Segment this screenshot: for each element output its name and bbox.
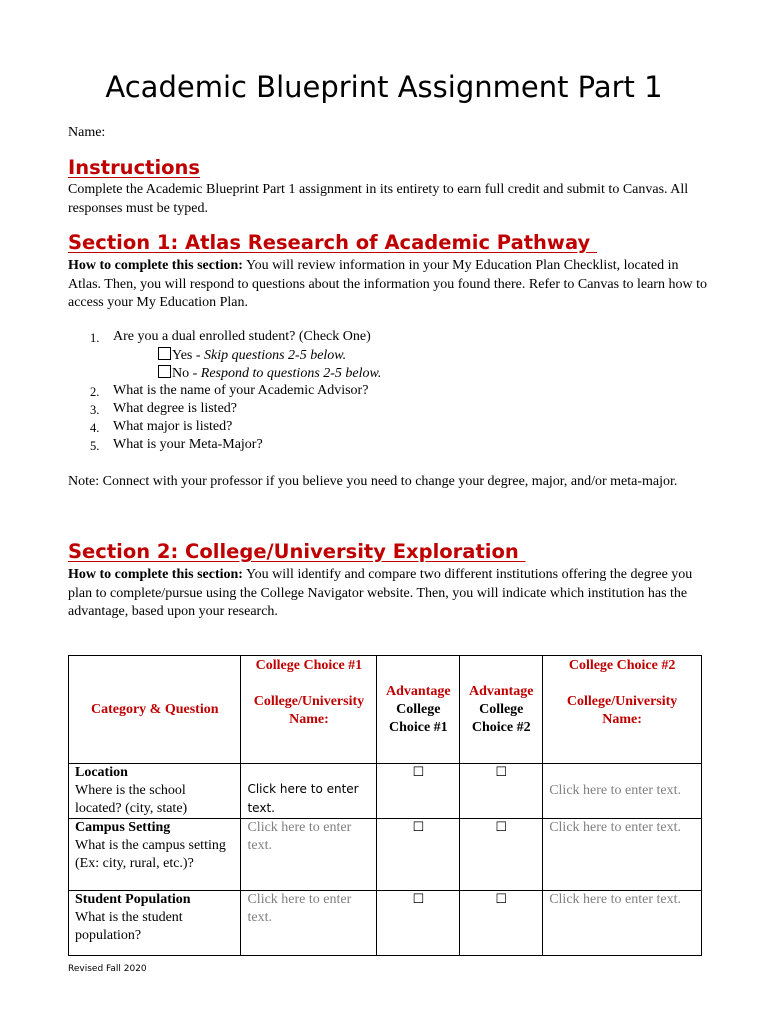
choice2-field[interactable]	[543, 891, 702, 956]
section2-how-text: You will identify and compare two different institutions offering the degree you plan to complete/pursue using the College Navigator website. Then, you will indicate which institution has the advantage, based upon your research.	[68, 567, 693, 619]
page-title: Academic Blueprint Assignment Part 1	[105, 70, 663, 104]
header-advantage1-word: Advantage	[386, 683, 451, 699]
header-advantage1	[377, 656, 460, 764]
header-advantage2-word: Advantage	[468, 683, 534, 699]
choice1-field[interactable]	[241, 891, 377, 956]
question-number: 5.	[90, 439, 100, 453]
section2-instructions	[68, 566, 708, 622]
header-choice1-name: College/University Name:	[253, 694, 365, 727]
row-question: What is the campus setting (Ex: city, rural, etc.)?	[75, 838, 226, 871]
option-no-hint: Respond to questions 2-5 below.	[200, 366, 382, 381]
question-number: 1.	[90, 331, 100, 345]
row-category	[69, 891, 241, 956]
choice2-field[interactable]	[543, 764, 702, 819]
option-no[interactable]	[158, 365, 381, 382]
question-number: 2.	[90, 385, 100, 399]
section1-how-label: How to complete this section:	[68, 258, 243, 273]
question-dual-enrolled: Are you a dual enrolled student? (Check One)	[113, 329, 371, 344]
advantage1-checkbox[interactable]: ☐	[377, 891, 460, 956]
header-advantage2-choice: College Choice #2	[471, 701, 531, 735]
choice2-field-text: Click here to enter text.	[549, 783, 681, 798]
row-category-title: Student Population	[75, 892, 191, 907]
advantage1-checkbox[interactable]: ☐	[377, 764, 460, 819]
header-choice1	[241, 656, 377, 764]
section2-heading: Section 2: College/University Exploration	[68, 540, 526, 563]
advantage2-checkbox[interactable]: ☐	[460, 819, 543, 891]
row-category-title: Campus Setting	[75, 820, 171, 835]
option-yes[interactable]	[158, 347, 346, 364]
advantage1-checkbox[interactable]: ☐	[377, 819, 460, 891]
choice1-field-text: Click here to enter text.	[247, 892, 352, 925]
table-row	[69, 819, 702, 891]
footer-revision: Revised Fall 2020	[68, 964, 147, 974]
section2-how-label: How to complete this section:	[68, 567, 243, 582]
question-major: What major is listed?	[113, 419, 233, 434]
advantage2-checkbox[interactable]: ☐	[460, 891, 543, 956]
advantage2-checkbox[interactable]: ☐	[460, 764, 543, 819]
table-row	[69, 891, 702, 956]
section1-how-text: You will review information in your My Education Plan Checklist, located in Atlas. Then, you will respond to questions about the information you found there. Refer to Canvas to learn how to access your My Education Plan.	[68, 258, 707, 310]
choice1-field[interactable]	[241, 819, 377, 891]
row-question: What is the student population?	[75, 910, 183, 943]
header-advantage2	[460, 656, 543, 764]
choice1-field-text: Click here to enter text.	[247, 820, 352, 853]
header-choice2-name: College/University Name:	[566, 694, 678, 727]
question-number: 4.	[90, 421, 100, 435]
section1-note: Note: Connect with your professor if you believe you need to change your degree, major, and/or meta-major.	[68, 474, 678, 489]
question-advisor: What is the name of your Academic Advisor?	[113, 383, 369, 398]
row-category	[69, 819, 241, 891]
choice1-field[interactable]	[241, 764, 377, 819]
instructions-text: Complete the Academic Blueprint Part 1 assignment in its entirety to earn full credit and submit to Canvas. All responses must be typed.	[68, 182, 689, 216]
section1-instructions	[68, 257, 708, 313]
question-degree: What degree is listed?	[113, 401, 238, 416]
table-row	[69, 764, 702, 819]
choice2-field[interactable]	[543, 819, 702, 891]
option-yes-hint: Skip questions 2-5 below.	[204, 348, 347, 363]
choice1-field-text: Click here to enter text.	[247, 782, 359, 815]
row-question: Where is the school located? (city, state)	[75, 783, 188, 816]
row-category-title: Location	[75, 765, 128, 780]
header-choice1-title: College Choice #1	[255, 658, 363, 673]
instructions-heading: Instructions	[68, 156, 201, 179]
checkbox-yes[interactable]	[158, 347, 171, 360]
header-category: Category & Question	[69, 656, 241, 764]
checkbox-no[interactable]	[158, 365, 171, 378]
section1-heading: Section 1: Atlas Research of Academic Pathway	[68, 231, 598, 254]
question-number: 3.	[90, 403, 100, 417]
table-header-row	[69, 656, 702, 764]
option-yes-label: Yes -	[172, 348, 205, 363]
header-choice2-title: College Choice #2	[568, 658, 676, 673]
choice2-field-text: Click here to enter text.	[549, 892, 681, 907]
header-advantage1-choice: College Choice #1	[388, 701, 448, 735]
question-meta-major: What is your Meta-Major?	[113, 437, 263, 452]
option-no-label: No -	[172, 366, 201, 381]
choice2-field-text: Click here to enter text.	[549, 820, 681, 835]
header-choice2	[543, 656, 702, 764]
name-label: Name:	[68, 125, 106, 140]
comparison-table	[68, 655, 702, 956]
row-category	[69, 764, 241, 819]
